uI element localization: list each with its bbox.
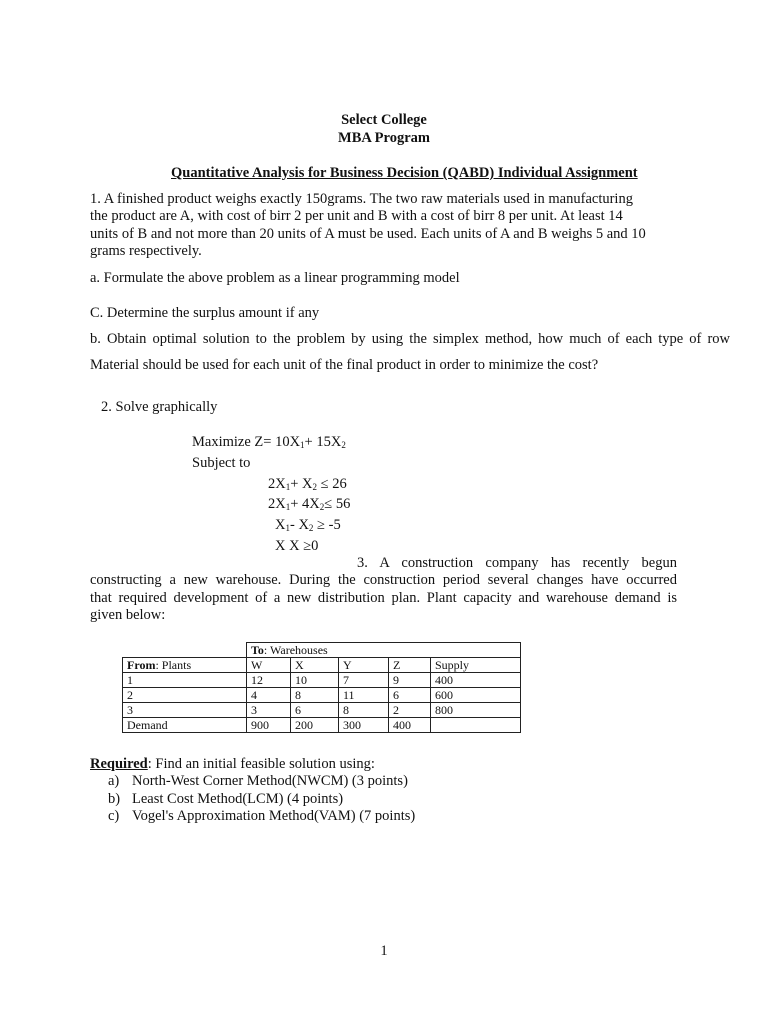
- q1-part-c: C. Determine the surplus amount if any: [90, 305, 320, 321]
- column-header: Y: [339, 658, 389, 673]
- demand-cell: 900: [247, 718, 291, 733]
- table-cell: 9: [389, 673, 431, 688]
- table-cell: 12: [247, 673, 291, 688]
- from-plants-header: From: Plants: [123, 658, 247, 673]
- demand-cell: 400: [389, 718, 431, 733]
- required-item-b: b) Least Cost Method(LCM) (4 points): [108, 791, 344, 807]
- table-cell-blank: [123, 643, 247, 658]
- table-cell: 800: [431, 703, 521, 718]
- table-cell: 6: [291, 703, 339, 718]
- page-number: 1: [380, 943, 388, 959]
- q3-line-2: constructing a new warehouse. During the construction period several changes have occurred: [90, 572, 677, 588]
- table-cell: 10: [291, 673, 339, 688]
- table-row: [123, 718, 521, 733]
- table-cell: 8: [339, 703, 389, 718]
- required-item-a: a) North-West Corner Method(NWCM) (3 points): [108, 773, 408, 789]
- q2-objective: Maximize $Z= 10X_1+ 15X_2$: [192, 434, 346, 450]
- table-row: [123, 643, 521, 658]
- table-cell: 7: [339, 673, 389, 688]
- to-warehouses-header: To: Warehouses: [247, 643, 521, 658]
- demand-cell: 200: [291, 718, 339, 733]
- table-cell: 4: [247, 688, 291, 703]
- demand-label: Demand: [123, 718, 247, 733]
- column-header: Supply: [431, 658, 521, 673]
- table-cell: 11: [339, 688, 389, 703]
- q3-line-3: that required development of a new distribution plan. Plant capacity and warehouse demand is: [90, 590, 677, 606]
- table-row: [123, 703, 521, 718]
- q1-part-b-line-2: Material should be used for each unit of the final product in order to minimize the cost?: [90, 357, 599, 373]
- required-line: Required: Find an initial feasible solution using:: [90, 756, 375, 772]
- demand-cell: 300: [339, 718, 389, 733]
- table-cell: 400: [431, 673, 521, 688]
- demand-cell: [431, 718, 521, 733]
- column-header: W: [247, 658, 291, 673]
- q3-line-4: given below:: [90, 607, 166, 623]
- q1-part-a: a. Formulate the above problem as a linear programming model: [90, 270, 460, 286]
- column-header: Z: [389, 658, 431, 673]
- q2-constraint-2: $2X_1+ 4X_2\le 56$: [268, 496, 351, 512]
- q2-heading: 2. Solve graphically: [101, 399, 218, 415]
- program-name: MBA Program: [338, 130, 430, 146]
- table-row: [123, 688, 521, 703]
- assignment-title: Quantitative Analysis for Business Decision (QABD) Individual Assignment: [171, 165, 638, 181]
- plant-label: 3: [123, 703, 247, 718]
- q1-line-2: the product are A, with cost of birr 2 per unit and B with a cost of birr 8 per unit. At least 14: [90, 208, 623, 224]
- q1-line-4: grams respectively.: [90, 243, 202, 259]
- table-row: [123, 658, 521, 673]
- q1-line-3: units of B and not more than 20 units of A must be used. Each units of A and B weighs 5 and 10: [90, 226, 646, 242]
- column-header: X: [291, 658, 339, 673]
- q3-line-1: 3. A construction company has recently begun: [357, 555, 677, 571]
- required-item-c: c) Vogel's Approximation Method(VAM) (7 points): [108, 808, 416, 824]
- q2-constraint-1: $2X_1+ X_2 \le 26$: [268, 476, 347, 492]
- transportation-table: [122, 642, 521, 733]
- table-cell: 3: [247, 703, 291, 718]
- q2-subject-to: Subject to: [192, 455, 251, 471]
- q2-constraint-3: $X_1-$ $X_2 \ge -5$: [275, 517, 341, 533]
- q1-line-1: 1. A finished product weighs exactly 150grams. The two raw materials used in manufacturing: [90, 191, 633, 207]
- table-cell: 2: [389, 703, 431, 718]
- plant-label: 1: [123, 673, 247, 688]
- table-cell: 600: [431, 688, 521, 703]
- plant-label: 2: [123, 688, 247, 703]
- college-name: Select College: [341, 112, 427, 128]
- q1-part-b-line-1: b. Obtain optimal solution to the problem by using the simplex method, how much of each type of row: [90, 331, 730, 347]
- q2-nonnegativity: X X ≥0: [275, 538, 319, 554]
- table-row: [123, 673, 521, 688]
- table-cell: 6: [389, 688, 431, 703]
- table-cell: 8: [291, 688, 339, 703]
